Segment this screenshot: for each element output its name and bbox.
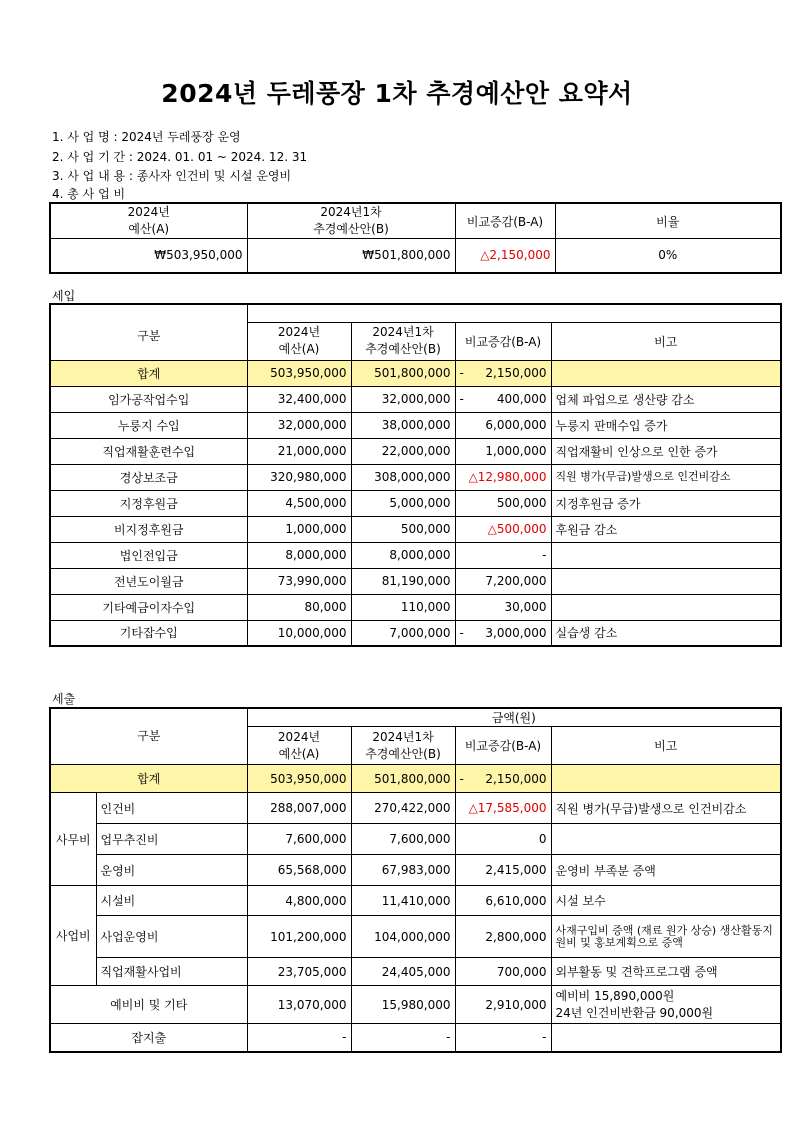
summary-header-revised: 2024년1차 추경예산안(B) <box>247 203 455 239</box>
expense-table <box>49 707 782 1053</box>
expense-total-row: 합계 503,950,000 501,800,000 - 2,150,000 <box>50 765 781 793</box>
summary-table <box>49 202 782 274</box>
expense-section-label: 세출 <box>52 692 76 706</box>
table-row: 지정후원금 4,500,000 5,000,000 500,000 지정후원금 증가 <box>50 490 781 516</box>
income-header-blank <box>247 304 781 322</box>
table-row: 경상보조금 320,980,000 308,000,000 △12,980,000 직원 병가(무급)발생으로 인건비감소 <box>50 464 781 490</box>
table-row: 직업재활사업비 23,705,000 24,405,000 700,000 외부활동 및 견학프로그램 증액 <box>50 958 781 986</box>
expense-header-note: 비고 <box>551 727 781 765</box>
info-business-content: 3. 사 업 내 용 : 종사자 인건비 및 시설 운영비 <box>52 169 292 183</box>
income-header-category: 구분 <box>50 304 247 360</box>
expense-category-office: 사무비 <box>50 793 96 886</box>
income-header-diff: 비교증감(B-A) <box>455 322 551 360</box>
table-row: 비지정후원금 1,000,000 500,000 △500,000 후원금 감소 <box>50 516 781 542</box>
table-row: 운영비 65,568,000 67,983,000 2,415,000 운영비 부족분 증액 <box>50 855 781 886</box>
table-row: 예비비 및 기타 13,070,000 15,980,000 2,910,000 예비비 15,890,000원 24년 인건비반환금 90,000원 <box>50 986 781 1024</box>
table-row: 기타예금이자수입 80,000 110,000 30,000 <box>50 594 781 620</box>
income-header-note: 비고 <box>551 322 781 360</box>
table-row: 기타잡수입 10,000,000 7,000,000 - 3,000,000 실습생 감소 <box>50 620 781 646</box>
income-header-budget: 2024년 예산(A) <box>247 322 351 360</box>
table-row: 사무비 인건비 288,007,000 270,422,000 △17,585,000 직원 병가(무급)발생으로 인건비감소 <box>50 793 781 824</box>
summary-header-budget: 2024년 예산(A) <box>50 203 247 239</box>
summary-header-ratio: 비율 <box>555 203 781 239</box>
table-row: 누룽지 수입 32,000,000 38,000,000 6,000,000 누룽지 판매수입 증가 <box>50 412 781 438</box>
summary-header-diff: 비교증감(B-A) <box>455 203 555 239</box>
summary-ratio-value: 0% <box>555 239 781 273</box>
table-row: 잡지출 - - - <box>50 1024 781 1052</box>
summary-budget-value: ₩503,950,000 <box>50 239 247 273</box>
expense-header-budget: 2024년 예산(A) <box>247 727 351 765</box>
expense-category-business: 사업비 <box>50 886 96 986</box>
info-business-period: 2. 사 업 기 간 : 2024. 01. 01 ~ 2024. 12. 31 <box>52 150 308 164</box>
info-business-name: 1. 사 업 명 : 2024년 두레풍장 운영 <box>52 130 241 144</box>
table-row: 사업비 시설비 4,800,000 11,410,000 6,610,000 시설 보수 <box>50 886 781 916</box>
expense-header-diff: 비교증감(B-A) <box>455 727 551 765</box>
summary-diff-value: △2,150,000 <box>455 239 555 273</box>
table-row: 전년도이월금 73,990,000 81,190,000 7,200,000 <box>50 568 781 594</box>
table-row: 업무추진비 7,600,000 7,600,000 0 <box>50 824 781 855</box>
income-header-revised: 2024년1차 추경예산안(B) <box>351 322 455 360</box>
expense-header-category: 구분 <box>50 708 247 765</box>
summary-revised-value: ₩501,800,000 <box>247 239 455 273</box>
table-row: 임가공작업수입 32,400,000 32,000,000 - 400,000 업체 파업으로 생산량 감소 <box>50 386 781 412</box>
expense-header-revised: 2024년1차 추경예산안(B) <box>351 727 455 765</box>
table-row: 직업재활훈련수입 21,000,000 22,000,000 1,000,000 직업재활비 인상으로 인한 증가 <box>50 438 781 464</box>
table-row: 사업운영비 101,200,000 104,000,000 2,800,000 사재구입비 증액 (재료 원가 상승) 생산활동지원비 및 홍보계획으로 증액 <box>50 916 781 958</box>
table-row: 법인전입금 8,000,000 8,000,000 - <box>50 542 781 568</box>
income-section-label: 세입 <box>52 289 76 303</box>
info-total-cost: 4. 총 사 업 비 <box>52 187 126 201</box>
expense-header-amount: 금액(원) <box>247 708 781 727</box>
income-table <box>49 303 782 647</box>
income-total-row: 합계 503,950,000 501,800,000 - 2,150,000 <box>50 360 781 386</box>
page-title: 2024년 두레풍장 1차 추경예산안 요약서 <box>161 79 633 108</box>
